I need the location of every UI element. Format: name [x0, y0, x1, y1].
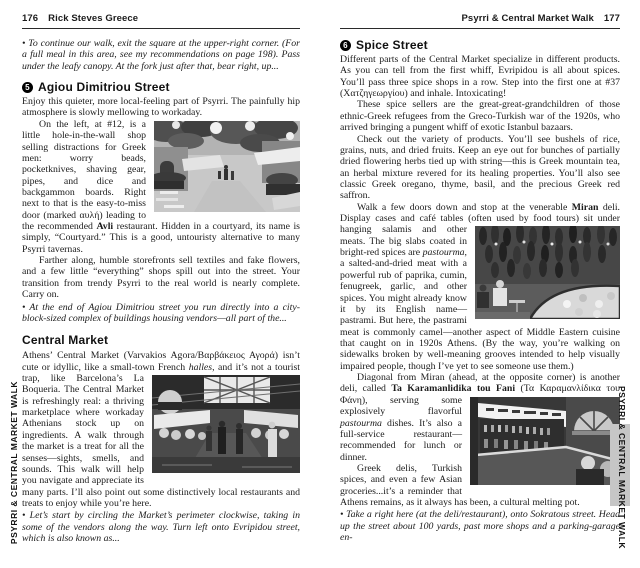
body-paragraph: Farther along, humble storefronts sell textiles and fake flowers, and a few little “everything” shops spill out into the street. Your transition from trendy Psyrri to the real world is nearly complete. Carry on.	[22, 255, 300, 301]
deli-name: Miran	[571, 201, 599, 213]
deli-name: Ta Karamanlidika tou Fani	[391, 383, 516, 395]
body-text: , and it’s not a	[212, 361, 275, 373]
section-heading-central-market: Central Market	[22, 333, 109, 348]
body-text: , a salted-and-dried meat with a powerful rub of paprika, cumin, fenugreek, garlic, and other spices. You might already know it by its English name—pastrami. But here, the pastrami meat is commonly camel—another aspect of Middle Eastern cuisine that caught on in 1920s Athens. (By the way, you’re walking on sidewalks broken by well-meaning grooves intended to help visually impaired people, though I’ve yet to see someone use them.)	[340, 247, 620, 372]
right-page	[320, 0, 640, 568]
body-paragraph: Enjoy this quieter, more local-feeling part of Psyrri. The painfully hip atmosphere is slowly mellowing to workaday.	[22, 96, 300, 119]
body-paragraph	[22, 350, 300, 509]
foreign-term: pastourma	[422, 247, 465, 259]
body-paragraph: Greek delis, Turkish spices, and even a few Asian groceries...it’s a reminder that Athens remains, as it always has been, a cultural melting pot.	[340, 462, 580, 509]
central-market-photo	[152, 375, 300, 473]
body-text: Walk a few doors down and stop at the venerable	[357, 201, 572, 213]
page-header	[22, 13, 300, 29]
foreign-term: pastourma	[340, 417, 382, 429]
miran-deli-photo	[475, 226, 620, 319]
restaurant-name: Avli	[96, 221, 114, 233]
body-paragraph	[22, 119, 300, 255]
section-title: Agiou Dimitriou Street	[38, 80, 170, 95]
header-title: Psyrri & Central Market Walk	[461, 13, 594, 24]
stop-number-badge: 5	[22, 82, 33, 93]
body-paragraph: Check out the variety of products. You’ll see bushels of rice, grains, nuts, and dried fruits. Keep an eye out for bunches of partially dried flowering herbs tied up with string—this is Greek mountain tea, an herbal mixture revered for its healing properties. You’ll also see classic Greek oregano, thyme, basil, and the precious Greek red saffron.	[340, 133, 620, 202]
body-text: tourist trap, like Barcelona’s La Boqueria. The Central Market is refreshingly real: a thriving marketplace where workaday Athenians stock up on ingredients. A walk through the market is a treat for all the senses—sights, smells, and sounds. This walk will help you navigate and appreciate its many parts. I’ll also point out some distinctively local restaurants and treats to enjoy while you’re here.	[22, 361, 301, 509]
body-text: Diagonal from Miran (ahead, at the opposite corner) is another deli, called	[340, 372, 620, 395]
body-text: restaurant. Hidden in a courtyard, its name is simply, “Courtyard.” This is a good, untouristy alternative to many Psyrri tavernas.	[22, 221, 300, 255]
psyrri-street-photo	[154, 121, 300, 212]
body-text: On the left, at #12, is a little hole-in-the-wall shop selling distractions for Greek men: worry beads, pocketknives, shaving gear, pipes, and dice and backgammon boards. Right next to that is the easy-to-miss door (marked αυλή) leading to the recommended	[22, 118, 146, 233]
body-paragraph	[340, 372, 620, 463]
section-heading-agiou-dimitriou	[22, 80, 300, 94]
header-title: Rick Steves Greece	[48, 13, 139, 24]
section-heading-spice-street	[340, 38, 620, 52]
page-number: 177	[603, 13, 620, 24]
foreign-term: halles	[188, 361, 213, 373]
body-paragraph: Different parts of the Central Market specialize in different products. As you can tell from the first whiff, Evripidou is all about spices. You’ll pass three spice shops in a row. Step into the first one at #37 (Χατζηγεωργίου) and inhale. Intoxicating!	[340, 54, 620, 100]
walk-direction-note: • At the end of Agiou Dimitriou street you run directly into a city-block-sized complex of buildings housing vendors—all part of the...	[22, 301, 300, 324]
walk-direction-note: • Take a right here (at the deli/restaurant), onto Sokratous street. Head up the street about 100 yards, past more shops and a parking-garage en-	[340, 509, 620, 544]
body-text: Athens’ Central Market (Varvakios Agora/Βαρβάκειος Αγορά) isn’t cute or idyllic, like a small-town French	[22, 350, 300, 373]
spine-label-left: PSYRRI & CENTRAL MARKET WALK	[9, 380, 19, 544]
page-header	[340, 13, 620, 29]
body-paragraph: These spice sellers are the great-great-grandchildren of those ethnic-Greek refugees from the Greco-Turkish war of the 1920s, who arrived bringing a pungent whiff of exotic Istanbul bazaars.	[340, 99, 620, 134]
karamanlidika-deli-photo	[470, 397, 620, 485]
stop-number-badge: 6	[340, 40, 351, 51]
walk-direction-note: • To continue our walk, exit the square at the upper-right corner. (For a full meal in this area, see my recommendations on page 198). Pass under the leafy canopy. At the fork just after that, bear right, up...	[22, 38, 300, 72]
section-title: Spice Street	[356, 38, 428, 52]
body-text: hanging salamis and other meats. The big slabs coated in bright-red spices are	[340, 224, 467, 259]
body-text: deli. Display cases and café tables (often used by food tours) sit under	[340, 201, 620, 225]
spine-label-right: PSYRRI & CENTRAL MARKET WALK	[617, 386, 627, 550]
body-paragraph	[340, 202, 620, 372]
walk-direction-note: • Let’s start by circling the Market’s perimeter clockwise, taking in some of the vendors along the way. Turn left onto Evripidou street, which is also known as...	[22, 510, 300, 545]
body-text: dishes. It’s also a full-service restaurant—recommended for lunch or dinner.	[340, 417, 462, 463]
body-text: (Τα Καραμανλίδικα	[515, 383, 607, 395]
body-text: του Φάνη), serving some explosively flavorful	[340, 383, 620, 418]
page-number: 176	[22, 13, 39, 24]
